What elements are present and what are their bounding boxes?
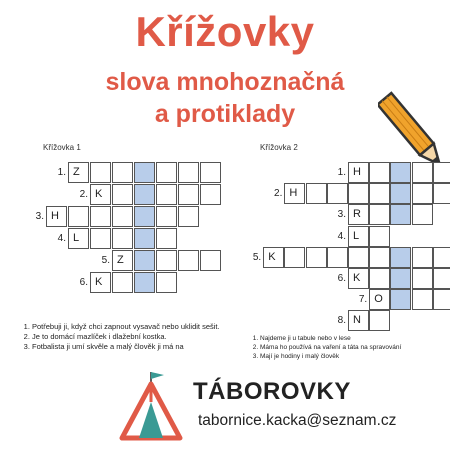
crossword-cell[interactable]: K — [90, 184, 111, 205]
crossword-cell[interactable] — [178, 184, 199, 205]
crossword-cell[interactable] — [369, 310, 390, 331]
row-number: 2. — [79, 189, 88, 200]
crossword-cell[interactable] — [200, 162, 221, 183]
crossword-cell[interactable] — [390, 247, 411, 268]
crossword-cell[interactable] — [433, 268, 450, 289]
crossword-cell[interactable] — [369, 204, 390, 225]
puzzle1-label: Křížovka 1 — [43, 143, 81, 152]
clue-item: 1. Potřebuji ji, když chci zapnout vysavač nebo uklidit sešit. — [32, 322, 242, 332]
crossword-cell[interactable] — [90, 162, 111, 183]
crossword-cell[interactable] — [178, 250, 199, 271]
crossword-cell[interactable] — [390, 204, 411, 225]
row-number: 5. — [252, 251, 262, 263]
crossword-cell[interactable] — [156, 250, 177, 271]
brand-name: TÁBOROVKY — [193, 378, 351, 405]
crossword-cell[interactable] — [156, 162, 177, 183]
crossword-cell[interactable]: H — [284, 183, 305, 204]
crossword-cell[interactable] — [200, 184, 221, 205]
crossword-cell[interactable] — [369, 247, 390, 268]
crossword-cell[interactable] — [348, 183, 369, 204]
crossword-cell[interactable]: R — [348, 204, 369, 225]
crossword-cell[interactable] — [390, 289, 411, 310]
clue-item: 1. Najdeme ji u tabule nebo v lese — [260, 334, 450, 343]
crossword-cell[interactable] — [412, 247, 433, 268]
puzzle2-label: Křížovka 2 — [260, 143, 298, 152]
crossword-cell[interactable] — [134, 184, 155, 205]
crossword-cell[interactable] — [156, 228, 177, 249]
crossword-cell[interactable] — [412, 204, 433, 225]
row-number: 6. — [79, 277, 88, 288]
crossword-cell[interactable] — [306, 183, 327, 204]
crossword-cell[interactable] — [348, 247, 369, 268]
clue-item: 2. Máma ho používá na vaření a táta na spravování — [260, 343, 450, 352]
crossword-cell[interactable] — [90, 228, 111, 249]
crossword-cell[interactable]: K — [348, 268, 369, 289]
crossword-cell[interactable] — [134, 250, 155, 271]
clue-item: 3. Fotbalista ji umí skvěle a malý člověk ji má na — [32, 342, 242, 352]
crossword-cell[interactable] — [369, 183, 390, 204]
crossword-cell[interactable] — [112, 162, 133, 183]
row-number: 3. — [35, 211, 44, 222]
crossword-cell[interactable] — [433, 183, 450, 204]
row-number: 1. — [337, 167, 346, 178]
crossword-cell[interactable] — [200, 250, 221, 271]
crossword-cell[interactable] — [156, 184, 177, 205]
crossword-cell[interactable] — [134, 272, 155, 293]
page-subtitle-line2: a protiklady — [154, 100, 296, 128]
crossword-cell[interactable]: O — [369, 289, 390, 310]
crossword-cell[interactable] — [327, 247, 348, 268]
crossword-cell[interactable]: Z — [68, 162, 89, 183]
crossword-cell[interactable] — [369, 226, 390, 247]
crossword-cell[interactable] — [369, 268, 390, 289]
crossword-cell[interactable] — [306, 247, 327, 268]
crossword-cell[interactable] — [390, 162, 411, 183]
crossword-cell[interactable] — [412, 289, 433, 310]
crossword-cell[interactable] — [178, 206, 199, 227]
crossword-cell[interactable] — [112, 272, 133, 293]
crossword-cell[interactable] — [412, 183, 433, 204]
contact-email: tabornice.kacka@seznam.cz — [198, 412, 397, 429]
crossword-cell[interactable] — [412, 268, 433, 289]
crossword-cell[interactable]: N — [348, 310, 369, 331]
crossword-cell[interactable] — [112, 184, 133, 205]
crossword-cell[interactable] — [134, 162, 155, 183]
puzzle2-clues — [246, 334, 450, 361]
row-number: 8. — [337, 315, 346, 327]
crossword-cell[interactable] — [327, 183, 348, 204]
crossword-cell[interactable] — [68, 206, 89, 227]
crossword-cell[interactable] — [390, 268, 411, 289]
crossword-cell[interactable] — [433, 289, 450, 310]
row-number: 3. — [337, 209, 346, 221]
crossword-cell[interactable]: H — [348, 162, 369, 183]
crossword-cell[interactable] — [156, 206, 177, 227]
page-subtitle-line1: slova mnohoznačná — [105, 68, 345, 96]
crossword-cell[interactable] — [390, 183, 411, 204]
crossword-cell[interactable] — [156, 272, 177, 293]
crossword-cell[interactable] — [369, 162, 390, 183]
clue-item: 2. Je to domácí mazlíček i dlažební kostka. — [32, 332, 242, 342]
puzzle1-clues — [18, 322, 242, 352]
crossword-cell[interactable]: L — [68, 228, 89, 249]
crossword-cell[interactable] — [134, 228, 155, 249]
crossword-cell[interactable]: L — [348, 226, 369, 247]
row-number: 2. — [274, 188, 283, 200]
crossword-cell[interactable] — [178, 162, 199, 183]
crossword-cell[interactable] — [112, 228, 133, 249]
crossword-cell[interactable] — [134, 206, 155, 227]
row-number: 6. — [337, 273, 346, 284]
page-title: Křížovky — [135, 8, 315, 55]
crossword-cell[interactable] — [412, 162, 433, 183]
row-number: 5. — [101, 255, 110, 266]
row-number: 7. — [358, 294, 368, 306]
crossword-cell[interactable]: K — [263, 247, 284, 268]
tent-logo-icon — [118, 368, 184, 442]
row-number: 4. — [337, 230, 346, 242]
crossword-cell[interactable] — [433, 162, 450, 183]
crossword-cell[interactable]: H — [46, 206, 67, 227]
crossword-cell[interactable] — [112, 206, 133, 227]
crossword-cell[interactable] — [284, 247, 305, 268]
clue-item: 3. Mají je hodiny i malý člověk — [260, 352, 450, 361]
crossword-cell[interactable] — [90, 206, 111, 227]
row-number: 4. — [57, 233, 66, 244]
row-number: 1. — [57, 167, 66, 178]
crossword-cell[interactable] — [433, 247, 450, 268]
crossword-cell[interactable]: K — [90, 272, 111, 293]
crossword-cell[interactable]: Z — [112, 250, 133, 271]
